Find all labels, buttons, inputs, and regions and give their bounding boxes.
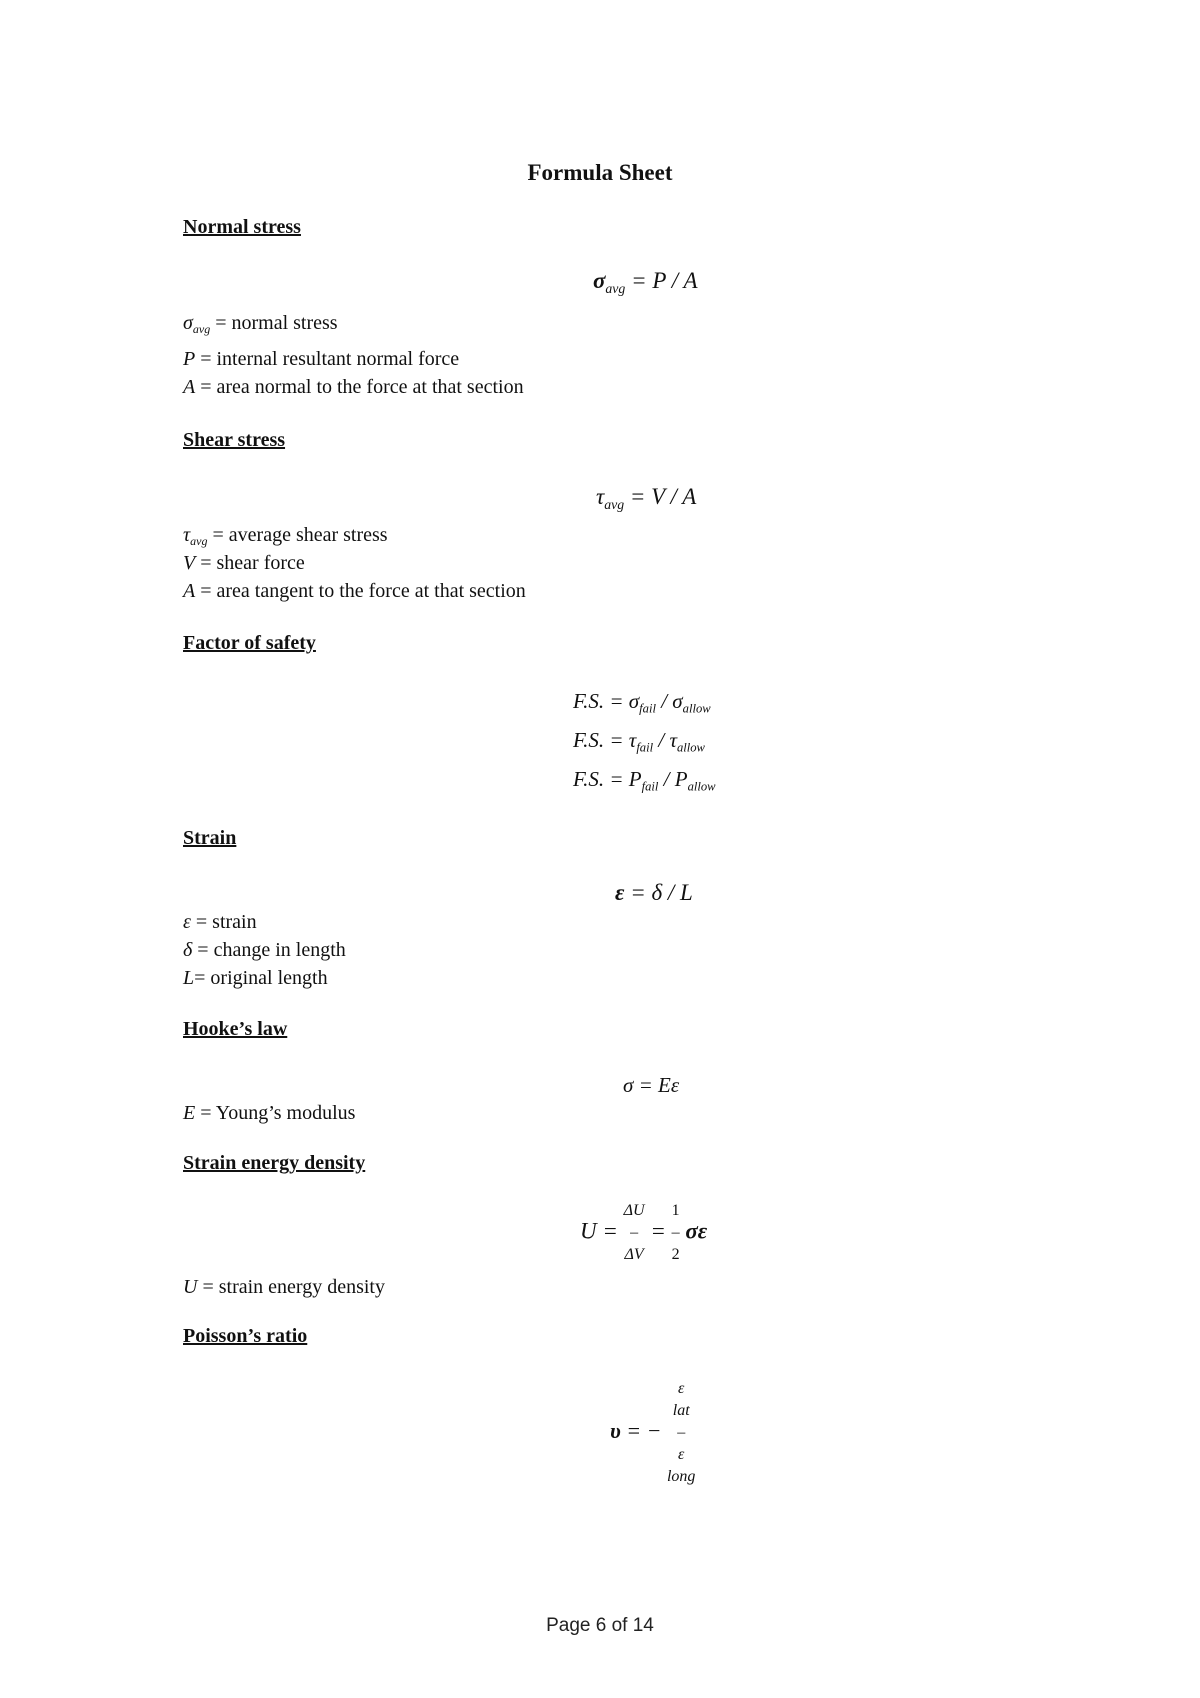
fraction-du-dv: ΔU – ΔV: [623, 1202, 645, 1263]
definition-l: L= original length: [183, 967, 328, 989]
equation-strain: ε = δ / L: [615, 880, 693, 905]
definition-a-tangent: A = area tangent to the force at that section: [183, 580, 526, 602]
definition-delta: δ = change in length: [183, 939, 346, 961]
definition-p: P = internal resultant normal force: [183, 348, 460, 370]
heading-factor-of-safety: Factor of safety: [183, 632, 316, 654]
equation-fs-load: F.S. = $P_{fail} / P_{allow}$: [573, 767, 716, 794]
heading-strain-energy-density: Strain energy density: [183, 1152, 366, 1174]
definition-tau-avg: $\tau_{avg}$ = average shear stress: [183, 524, 388, 549]
equation-hookes-law: σ = Eε: [623, 1073, 680, 1097]
fraction-one-half: 1 – 2: [671, 1202, 680, 1263]
definition-e: E = Young’s modulus: [183, 1102, 356, 1124]
heading-poissons-ratio: Poisson’s ratio: [183, 1325, 308, 1347]
equation-strain-energy: U = ΔU – ΔV = 1 – 2 σε: [580, 1200, 707, 1266]
page-title: Formula Sheet: [527, 160, 673, 185]
fraction-lat-long: ε lat – ε long: [666, 1380, 696, 1485]
definition-epsilon: ε = strain: [183, 911, 257, 933]
page-number: Page 6 of 14: [546, 1615, 654, 1636]
equation-fs-shear: F.S. = $\tau_{fail} / \tau_{allow}$: [573, 728, 705, 755]
definition-u: U = strain energy density: [183, 1276, 385, 1298]
equation-normal-stress: $\sigma_{avg} = P / A$: [593, 268, 698, 296]
equation-poissons-ratio: υ = − ε lat – ε long: [610, 1378, 695, 1488]
definition-v: V = shear force: [183, 552, 305, 574]
equation-shear-stress: $\tau_{avg} = V / A$: [596, 484, 697, 512]
equation-fs-stress: F.S. = $\sigma_{fail} / \sigma_{allow}$: [573, 689, 711, 716]
heading-shear-stress: Shear stress: [183, 429, 286, 451]
definition-a-normal: A = area normal to the force at that section: [183, 376, 524, 398]
heading-normal-stress: Normal stress: [183, 216, 301, 238]
heading-hookes-law: Hooke’s law: [183, 1018, 288, 1040]
definition-sigma-avg: $\sigma_{avg}$ = normal stress: [183, 312, 338, 337]
heading-strain: Strain: [183, 827, 237, 849]
